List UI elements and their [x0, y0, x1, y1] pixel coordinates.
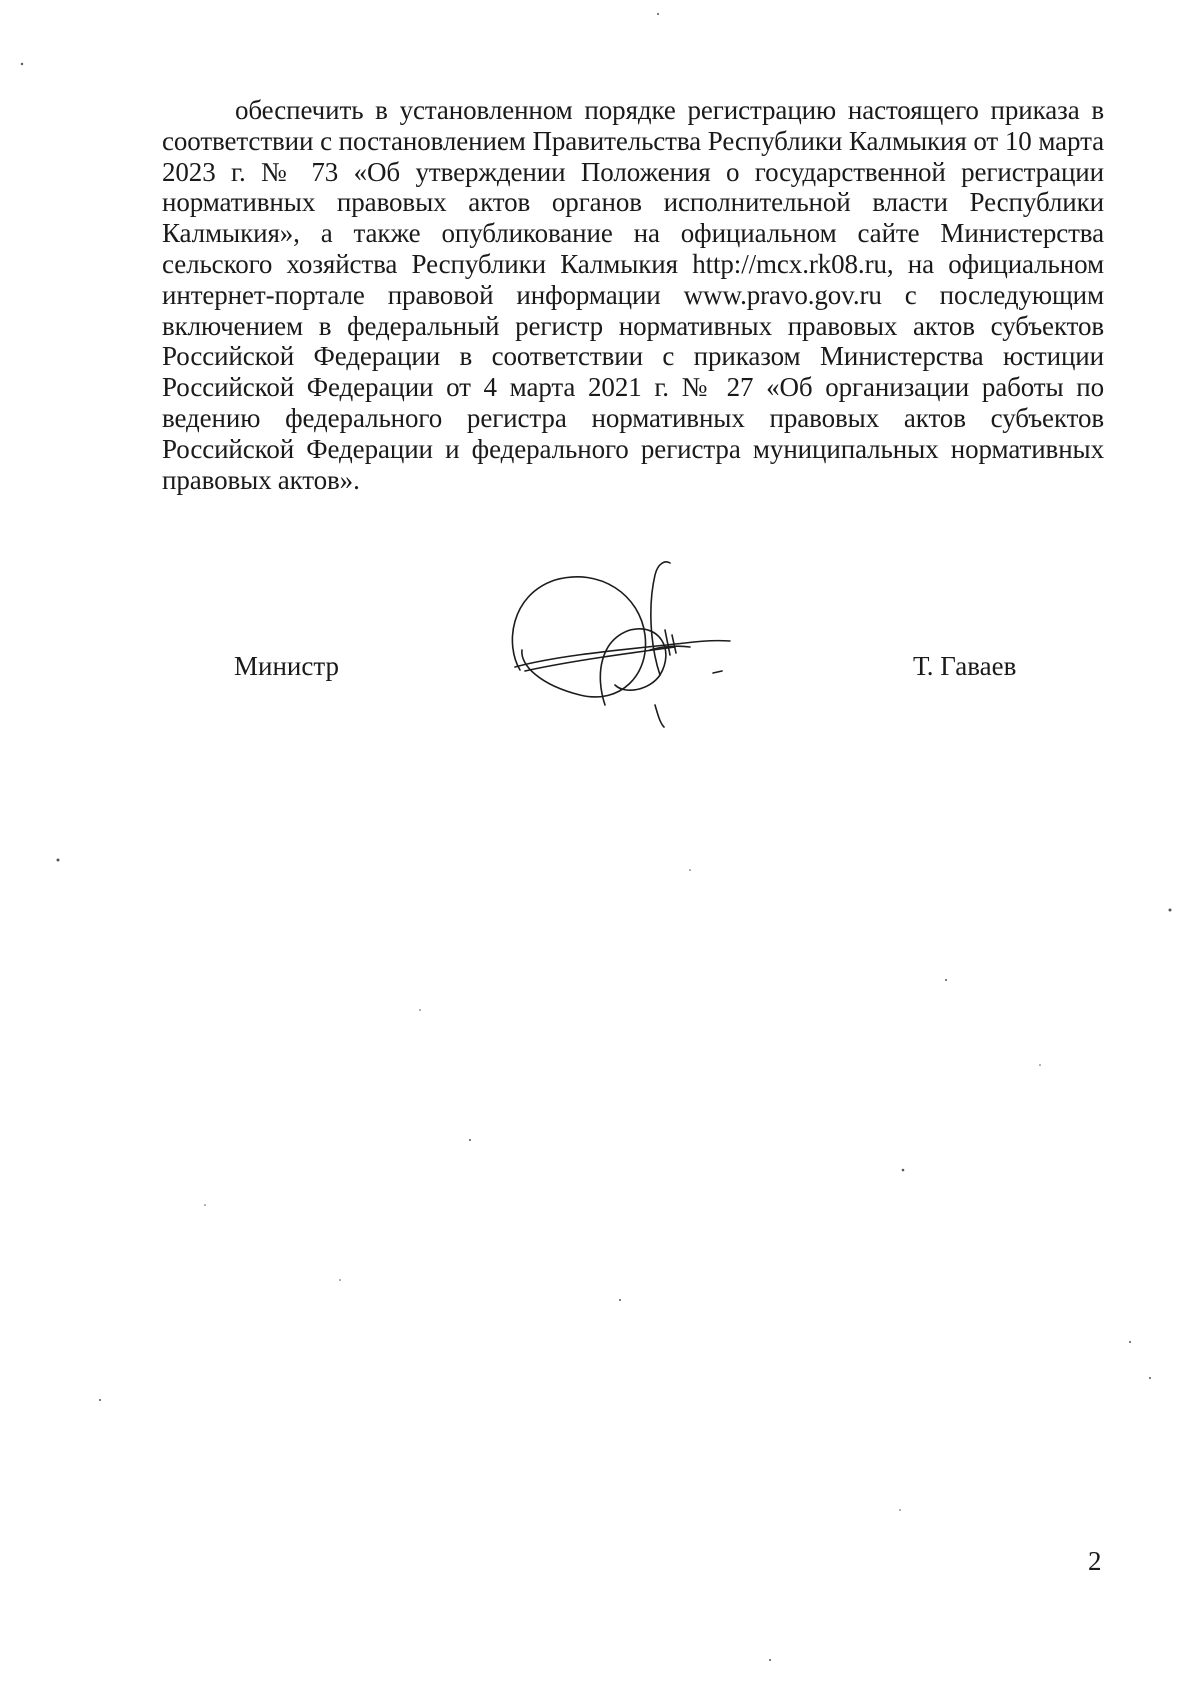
page-number: 2 [1088, 1546, 1102, 1576]
signatory-name: Т. Гаваев [913, 651, 1017, 681]
body-paragraph: обеспечить в установленном порядке регистрацию настоящего приказа в соответствии с постановлением Правительства Республики Калмыкия от 10 марта 2023 г. № 73 «Об утверждении Положения о государственной регистрации нормативных правовых актов органов исполнительной власти Республики Калмыкия», а также опубликование на официальном сайте Министерства сельского хозяйства Республики Калмыкия http://mcx.rk08.ru, на официальном интернет-портале правовой информации www.pravo.gov.ru с последующим включением в федеральный регистр нормативных правовых актов субъектов Российской Федерации в соответствии с приказом Министерства юстиции Российской Федерации от 4 марта 2021 г. № 27 «Об организации работы по ведению федерального регистра нормативных правовых актов субъектов Российской Федерации и федерального регистра муниципальных нормативных правовых актов». [162, 95, 1104, 495]
signatory-title: Министр [234, 651, 339, 681]
handwritten-signature [500, 555, 780, 735]
